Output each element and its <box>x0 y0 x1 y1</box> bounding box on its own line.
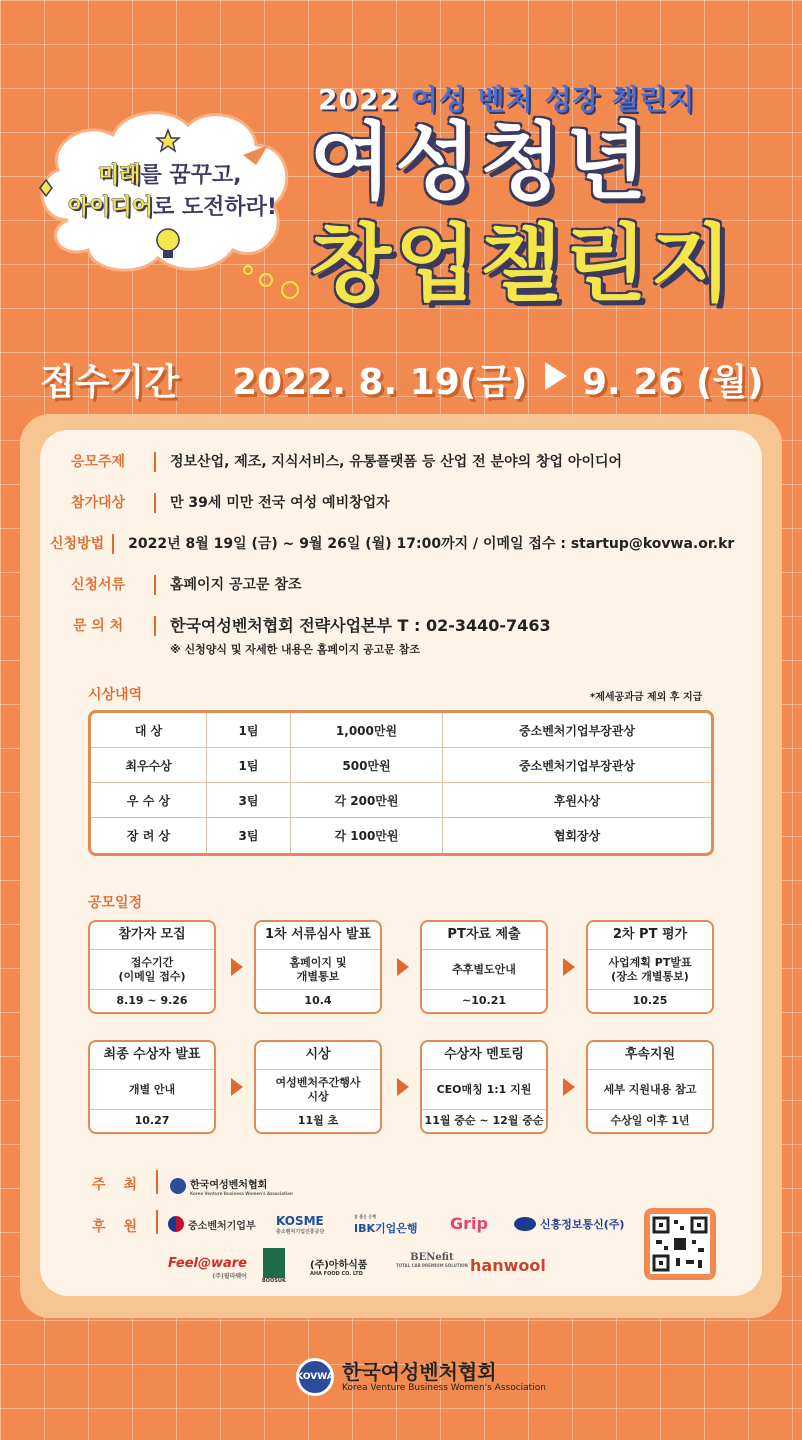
info-row <box>50 493 730 533</box>
schedule-step <box>254 1040 382 1134</box>
step-date: 8.19 ~ 9.26 <box>116 994 188 1007</box>
step-date: 10.27 <box>134 1114 170 1127</box>
amount-cell: 각 200만원 <box>291 783 443 817</box>
arrow-right-icon <box>563 958 575 976</box>
step-body: 홈페이지 및 개별통보 <box>256 950 380 990</box>
step-head: PT자료 제출 <box>422 922 546 950</box>
logo-mss: 중소벤처기업부 <box>168 1216 256 1232</box>
prize-note: *제세공과금 제외 후 지급 <box>590 692 703 703</box>
count-cell: 3팀 <box>207 818 291 853</box>
schedule-section-title: 공모일정 <box>88 895 143 911</box>
step-body: 세부 지원내용 참고 <box>588 1070 712 1110</box>
shinheung-icon <box>514 1217 536 1231</box>
award-cell: 장 려 상 <box>91 818 207 853</box>
step-date: 수상일 이후 1년 <box>610 1114 690 1127</box>
prize-section-title: 시상내역 <box>88 687 143 703</box>
info-label: 문 의 처 <box>50 616 156 636</box>
schedule-step <box>586 920 714 1014</box>
info-value: 홈페이지 공고문 참조 <box>170 577 302 593</box>
step-body: 여성벤처주간행사 시상 <box>256 1070 380 1110</box>
period-end: 9. 26 (월) <box>582 362 764 403</box>
table-row <box>91 713 711 748</box>
logo-grip: Grip <box>450 1214 488 1233</box>
by-cell: 중소벤처기업부장관상 <box>519 758 635 773</box>
period-label: 접수기간 <box>40 362 180 403</box>
step-body: 접수기간 (이메일 접수) <box>90 950 214 990</box>
amount-cell: 500만원 <box>291 748 443 782</box>
arrow-right-icon <box>545 362 567 390</box>
award-cell: 우 수 상 <box>91 783 207 817</box>
step-body: 추후별도안내 <box>422 950 546 990</box>
boosuk-mark-icon <box>263 1248 285 1278</box>
cloud-shape <box>28 100 298 278</box>
kovwa-badge-icon <box>170 1178 186 1194</box>
qr-icon <box>650 1214 710 1274</box>
by-cell: 후원사상 <box>553 793 601 808</box>
info-value: 정보산업, 제조, 지식서비스, 유통플랫폼 등 산업 전 분야의 창업 아이디어 <box>170 454 623 470</box>
by-cell: 협회장상 <box>553 829 601 843</box>
arrow-right-icon <box>231 1078 243 1096</box>
amount-cell: 각 100만원 <box>291 818 443 853</box>
step-date: 11월 초 <box>297 1114 339 1127</box>
step-date: 10.4 <box>304 994 332 1007</box>
logo-boosuk: BOOSUK <box>262 1248 286 1284</box>
info-row <box>50 575 730 615</box>
info-row <box>50 452 730 492</box>
logo-feelware: Feel@ware (주)필라웨어 <box>168 1256 247 1280</box>
logo-aha: (주)아하식품 AHA FOOD CO. LTD <box>310 1260 368 1277</box>
logo-shinheung: 신흥정보통신(주) <box>514 1216 624 1232</box>
period-start: 2022. 8. 19(금) <box>232 362 528 403</box>
schedule-step <box>586 1040 714 1134</box>
info-list <box>50 452 735 673</box>
info-row <box>50 534 735 574</box>
schedule-step <box>88 1040 216 1134</box>
main-title-line1: 여성청년 <box>310 113 651 211</box>
sponsor-label: 후원 <box>92 1219 156 1235</box>
qr-code[interactable] <box>644 1208 716 1280</box>
step-body: 개별 안내 <box>90 1070 214 1110</box>
host-label: 주최 <box>92 1177 156 1193</box>
step-date: ~10.21 <box>461 994 506 1007</box>
cloud-slogan-line2: 아이디어로 도전하라! <box>68 195 277 220</box>
step-head: 후속지원 <box>588 1042 712 1070</box>
main-title-line2: 창업챌린지 <box>310 215 736 313</box>
count-cell: 3팀 <box>207 783 291 817</box>
schedule-step <box>254 920 382 1014</box>
award-cell: 대 상 <box>91 713 207 747</box>
divider <box>156 1210 158 1234</box>
amount-cell: 1,000만원 <box>291 713 443 747</box>
info-label: 응모주제 <box>50 452 156 472</box>
footer-org-sub: Korea Venture Business Women's Association <box>342 1383 546 1393</box>
schedule-step <box>88 920 216 1014</box>
taegeuk-icon <box>168 1216 184 1232</box>
step-date: 11월 중순 ~ 12월 중순 <box>424 1114 544 1127</box>
arrow-right-icon <box>397 958 409 976</box>
step-body: CEO매칭 1:1 지원 <box>422 1070 546 1110</box>
schedule-step <box>420 920 548 1014</box>
info-value: 만 39세 미만 전국 여성 예비창업자 <box>170 495 390 511</box>
info-note: ※ 신청양식 및 자세한 내용은 홈페이지 공고문 참조 <box>170 643 421 656</box>
subtitle: 2022 여성 벤처 성장 챌린지 <box>318 83 696 116</box>
step-body: 사업계획 PT발표 (장소 개별통보) <box>588 950 712 990</box>
info-label: 신청방법 <box>50 534 114 554</box>
info-label: 신청서류 <box>50 575 156 595</box>
divider <box>156 1170 158 1194</box>
step-head: 2차 PT 평가 <box>588 922 712 950</box>
arrow-right-icon <box>231 958 243 976</box>
idea-cloud <box>28 100 298 278</box>
by-cell: 중소벤처기업부장관상 <box>519 723 635 738</box>
arrow-right-icon <box>397 1078 409 1096</box>
info-row <box>50 616 730 672</box>
step-head: 시상 <box>256 1042 380 1070</box>
step-head: 수상자 멘토링 <box>422 1042 546 1070</box>
table-row <box>91 748 711 783</box>
count-cell: 1팀 <box>207 713 291 747</box>
prize-table <box>88 710 714 856</box>
logo-kovwa: 한국여성벤처협회 Korea Venture Business Women's Association <box>170 1176 293 1196</box>
table-row <box>91 783 711 818</box>
step-head: 1차 서류심사 발표 <box>256 922 380 950</box>
footer-org-name: 한국여성벤처협회 <box>342 1360 497 1384</box>
count-cell: 1팀 <box>207 748 291 782</box>
schedule-step <box>420 1040 548 1134</box>
award-cell: 최우수상 <box>91 748 207 782</box>
logo-kosme: KOSME 중소벤처기업진흥공단 <box>276 1214 325 1235</box>
step-date: 10.25 <box>632 994 668 1007</box>
logo-ibk: 참 좋은 은행 IBK기업은행 <box>354 1214 418 1235</box>
logo-benefit: BENefit TOTAL CAR PREMIUM SOLUTION <box>396 1252 468 1268</box>
step-head: 최종 수상자 발표 <box>90 1042 214 1070</box>
logo-hanwool: hanwool <box>470 1256 546 1275</box>
info-value-contact: 한국여성벤처협회 전략사업본부 T : 02-3440-7463 ※ 신청양식 및 자세한 내용은 홈페이지 공고문 참조 <box>156 616 551 660</box>
step-head: 참가자 모집 <box>90 922 214 950</box>
info-value: 2022년 8월 19일 (금) ~ 9월 26일 (월) 17:00까지 / 이메일 접수 : startup@kovwa.or.kr <box>128 536 735 552</box>
cloud-slogan-line1: 미래를 꿈꾸고, <box>98 163 242 188</box>
footer-logo <box>296 1358 546 1396</box>
arrow-right-icon <box>563 1078 575 1096</box>
kovwa-badge-icon: KOVWA <box>296 1358 334 1396</box>
info-label: 참가대상 <box>50 493 156 513</box>
swirl-decoration <box>240 262 310 302</box>
table-row <box>91 818 711 853</box>
